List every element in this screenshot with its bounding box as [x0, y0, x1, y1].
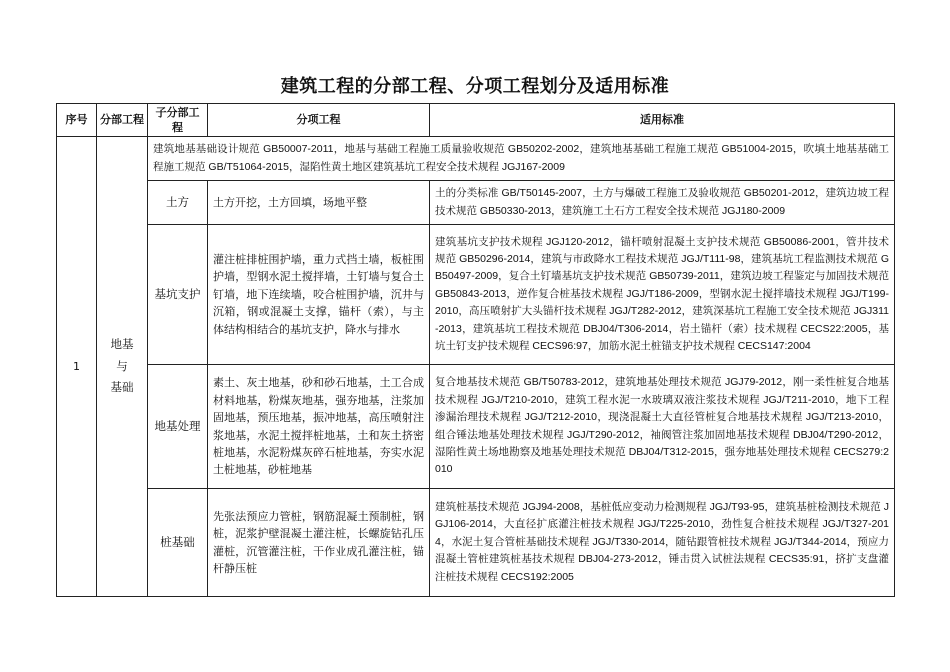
item-list: 灌注桩排桩围护墙，重力式挡土墙，板桩围护墙，型钢水泥土搅拌墙，土钉墙与复合土钉墙，地下连续墙，咬合桩围护墙，沉井与沉箱，钢或混凝土支撑，锚杆（索），与主体结构相结合的基坑支护，降水与排水: [208, 225, 430, 365]
item-list: 先张法预应力管桩，钢筋混凝土预制桩，钢桩，泥浆护壁混凝土灌注桩，长螺旋钻孔压灌桩，沉管灌注桩，干作业成孔灌注桩，锚杆静压桩: [208, 489, 430, 597]
subdivision-name: 地基处理: [148, 365, 208, 489]
seq-number: 1: [57, 137, 97, 597]
table-row: [57, 181, 895, 225]
header-subdivision: 子分部工程: [148, 104, 208, 137]
division-line-1: 地基: [110, 336, 134, 351]
header-row: [57, 104, 895, 137]
standards-list: 建筑桩基技术规范 JGJ94-2008，基桩低应变动力检测规程 JGJ/T93-95，建筑基桩检测技术规范 JGJ106-2014，大直径扩底灌注桩技术规程 JGJ/T225-2010，劲性复合桩技术规程 JGJ/T327-2014，水泥土复合管桩基础技术规程 JGJ/T330-2014，随钻跟管桩技术规程 JGJ/T344-2014，预应力混凝土管桩建筑桩基技术规程 DBJ04-273-2012，锤击贯入试桩法规程 CECS35:91，挤扩支盘灌注桩技术规程 CECS192:2005: [430, 489, 895, 597]
division-line-3: 基础: [110, 380, 134, 395]
item-list: 素土、灰土地基，砂和砂石地基，土工合成材料地基，粉煤灰地基，强夯地基，注浆加固地基，预压地基，振冲地基，高压喷射注浆地基，水泥土搅拌桩地基，土和灰土挤密桩地基，水泥粉煤灰碎石桩地基，夯实水泥土桩地基，砂桩地基: [208, 365, 430, 489]
subdivision-name: 土方: [148, 181, 208, 225]
subdivision-name: 基坑支护: [148, 225, 208, 365]
standards-table: [56, 103, 895, 597]
standards-list: 建筑基坑支护技术规程 JGJ120-2012，锚杆喷射混凝土支护技术规范 GB50086-2001，管井技术规范 GB50296-2014，建筑与市政降水工程技术规范 JGJ/T111-98，建筑基坑工程监测技术规范 GB50497-2009，复合土钉墙基坑支护技术规范 GB50739-2011，建筑边坡工程鉴定与加固技术规范 GB50843-2013，逆作复合桩基技术规程 JGJ/T186-2009，型钢水泥土搅拌墙技术规程 JGJ/T199-2010，高压喷射扩大头锚杆技术规程 JGJ/T282-2012，建筑深基坑工程施工安全技术规范 JGJ311-2013，建筑基坑工程技术规范 DBJ04/T306-2014，岩土锚杆（索）技术规程 CECS22:2005，基坑土钉支护技术规程 CECS96:97，加筋水泥土桩锚支护技术规程 CECS147:2004: [430, 225, 895, 365]
standards-list: 复合地基技术规范 GB/T50783-2012，建筑地基处理技术规范 JGJ79-2012，刚一柔性桩复合地基技术规程 JGJ/T210-2010，建筑工程水泥一水玻璃双液注浆技术规程 JGJ/T211-2010，地下工程渗漏治理技术规程 JGJ/T212-2010，现浇混凝土大直径管桩复合地基技术规程 JGJ/T213-2010，组合锤法地基处理技术规程 JGJ/T290-2012，袖阀管注浆加固地基技术规程 DBJ04/T290-2012，湿陷性黄土场地勘察及地基处理技术规范 DBJ04/T312-2015，强夯地基处理技术规程 CECS279:2010: [430, 365, 895, 489]
general-standards: 建筑地基基础设计规范 GB50007-2011，地基与基础工程施工质量验收规范 GB50202-2002，建筑地基基础工程施工规范 GB51004-2015，吹填土地基基础工程施工规范 GB/T51064-2015，湿陷性黄土地区建筑基坑工程安全技术规程 JGJ167-2009: [148, 137, 895, 181]
item-list: 土方开挖，土方回填，场地平整: [208, 181, 430, 225]
header-division: 分部工程: [97, 104, 148, 137]
header-seq: 序号: [57, 104, 97, 137]
subdivision-name: 桩基础: [148, 489, 208, 597]
division-name: [97, 137, 148, 597]
header-items: 分项工程: [208, 104, 430, 137]
table-row-general: [57, 137, 895, 181]
standards-list: 土的分类标准 GB/T50145-2007，土方与爆破工程施工及验收规范 GB50201-2012，建筑边坡工程技术规范 GB50330-2013，建筑施工土石方工程安全技术规范 JGJ180-2009: [430, 181, 895, 225]
table-row: [57, 225, 895, 365]
page-title: 建筑工程的分部工程、分项工程划分及适用标准: [280, 76, 670, 97]
table-row: [57, 489, 895, 597]
table-row: [57, 365, 895, 489]
header-standards: 适用标准: [430, 104, 895, 137]
division-line-2: 与: [116, 358, 128, 373]
